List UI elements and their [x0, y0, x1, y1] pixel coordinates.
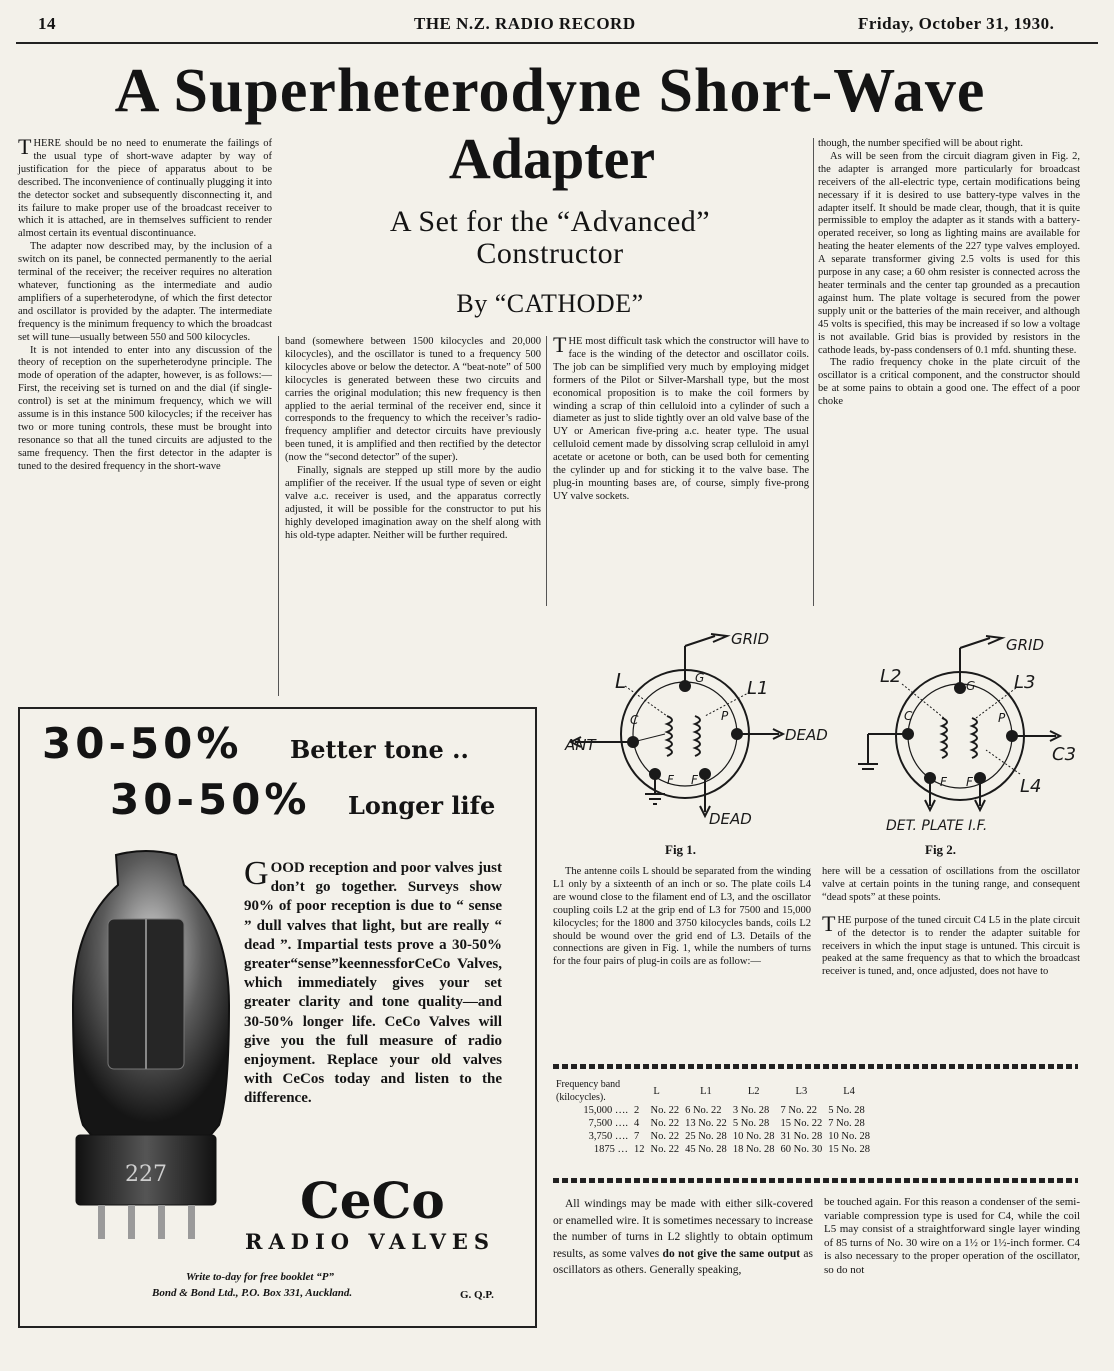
table-top-rule	[553, 1064, 1078, 1069]
table-row	[553, 1143, 873, 1156]
table-cell: 5 No. 28	[732, 1118, 770, 1129]
fig1-label: GRID	[731, 630, 770, 648]
fig2-label: F	[940, 775, 947, 789]
fig2-label: C3	[1052, 744, 1077, 765]
article-column-4	[818, 138, 1080, 409]
fig1-label: DEAD	[709, 810, 752, 828]
fig2-label: F	[966, 775, 973, 789]
column-divider	[546, 336, 547, 606]
table-cell: 15,000 ….	[583, 1105, 628, 1116]
ad-percentage: 30-50%	[110, 775, 311, 824]
fig1-label: L1	[747, 678, 769, 699]
figure-1-caption: Fig 1.	[665, 842, 697, 857]
bottom-left-text	[553, 1196, 813, 1279]
fig1-label: F	[667, 773, 674, 787]
ad-booklet-offer: Write to-day for free booklet “P”	[186, 1271, 334, 1283]
paragraph: THE most difficult task which the constructor will have to face is the winding of the detector and oscillator coils. The job can be simplified very much by employing midget formers of the Pilot or Silver-Marshall type, but the most economical proposition is to make the coil formers by winding a scrap of thin celluloid into a cylinder of such a diameter as just to slide tightly over an old valve base of the UY or American five-pring a.c. heater type. The usual celluloid cement made by dissolving scrap celluloid in amyl acetate or acetone or both, can be used both for cementing the cylinder up and for sticking it to the valve base. The plug-in mounting bases are, of course, simply five-prong UY valve sockets.	[553, 332, 809, 502]
table-header: Frequency band (kilocycles).	[556, 1079, 621, 1103]
table-cell: 15 No. 28	[828, 1144, 870, 1155]
headline-line2: Adapter	[448, 126, 656, 191]
paragraph: THE purpose of the tuned circuit C4 L5 in the plate circuit of the detector is to render the adapter suitable for receivers in which the input stage is untuned. This circuit is peaked at the same frequency as that to which the broadcast receiver is tuned, and, once adjusted, does not have to	[822, 910, 1080, 978]
text-run-bold: do not give the same output	[662, 1247, 801, 1260]
fig1-label: ANT	[565, 736, 596, 754]
paragraph: As will be seen from the circuit diagram given in Fig. 2, the adapter is arranged more particularly for broadcast receivers of the all-electric type, certain modifications being necessary if it is desired to use battery-type valves in the adapter itself. It should be made clear, though, that it is quite permissible to employ the adapter as it stands with a battery-operated receiver, so long as lighting mains are available for heating the heater elements of the 227 type valves employed. A separate transformer giving 2.5 volts is used for this purpose in any case; a 60 ohm resister is connected across the heater terminals and the center tap grounded as a precaution against hum. The plate voltage is secured from the power supply unit or the batteries of the main receiver, and although 45 volts is specified, this may be increased if so low a voltage is not available. Grid bias is provided by resistors in the cathode leads, by-pass condensers of 0.1 mfd. shunting these.	[818, 150, 1080, 356]
fig2-label: GRID	[1006, 636, 1045, 654]
table-header: L2	[747, 1085, 760, 1097]
table-cell: 31 No. 28	[780, 1131, 823, 1142]
table-cell: 2	[634, 1105, 640, 1116]
fig2-label: P	[998, 711, 1006, 725]
issue-date: Friday, October 31, 1930.	[858, 14, 1055, 33]
table-header: L	[653, 1085, 660, 1097]
paragraph: The antenne coils L should be separated from the winding L1 only by a sixteenth of an inch or so. The plate coils L4 are wound close to the filament end of L3, and the oscillator coupling coils L2 at the grip end of L3 for 7500 and 15,000 kilocycles; for the 1800 and 3750 kilocycles bands, coils L2 should be wound over the grid end of L3. Details of the connections are given in Fig. 1, while the numbers of turns for the four pairs of plug-in coils are as follow:—	[553, 866, 811, 968]
paragraph: It is not intended to enter into any discussion of the theory of reception on the superheterodyne principle. The mode of operation of the adapter, however, is as follows:—First, the receiving set is turned on and the dial (if single-control) is set at the minimum frequency, which we will assume is in this instance 500 kilocycles; if the receiver has two or more tuning controls, these must be brought into resonance so that all the tuned circuits are adjusted to the same frequency. Then the first detector in the adapter is tuned to the desired frequency in the short-wave	[18, 344, 272, 472]
ad-address: Bond & Bond Ltd., P.O. Box 331, Auckland.	[152, 1287, 353, 1299]
headline: A Superheterodyne Short-Wave	[114, 57, 986, 125]
fig1-label: G	[695, 671, 705, 685]
paragraph: though, the number specified will be about right.	[818, 138, 1023, 149]
figure-1-circuit-diagram	[555, 624, 828, 834]
text-run: as oscillators as others. Generally speaking,	[553, 1247, 814, 1277]
ceco-advertisement	[18, 707, 537, 1328]
paragraph: Finally, signals are stepped up still more by the audio amplifier of the receiver. If the usual type of seven or eight valve a.c. receiver is used, and the apparatus correctly adjusted, it will be possible for the constructor to put his highly developed imagination away on the shelf along with his old-type adapter. Neither will be further required.	[285, 465, 541, 541]
paragraph: here will be a cessation of oscillations from the oscillator valve at certain points in the tuning range, and consequent “dead spots” at these points.	[822, 866, 1080, 903]
figure-2-circuit-diagram	[820, 624, 1085, 836]
table-cell: 3,750 ….	[588, 1131, 628, 1142]
table-cell: 10 No. 28	[828, 1131, 870, 1142]
table-row	[553, 1104, 873, 1117]
table-cell: 7 No. 28	[828, 1118, 865, 1129]
valve-illustration	[56, 849, 236, 1249]
table-header-row	[553, 1078, 873, 1104]
paragraph: be touched again. For this reason a condenser of the semi-variable compression type is used for C4, while the coil L5 may consist of a straightforward single layer winding of 85 turns of No. 30 wire on a 1½ or 1½-inch former. C4 is also necessary to the proper operation of the oscillator, so do not	[824, 1196, 1080, 1276]
publication-name: THE N.Z. RADIO RECORD	[414, 14, 636, 33]
fig1-label: P	[721, 709, 729, 723]
table-cell: 13 No. 22	[685, 1118, 727, 1129]
text-run: All windings may be made with either silk-covered or enamelled wire. It is sometimes necessary to increase the number of turns in L2 slightly to obtain optimum results, as some valves	[553, 1198, 813, 1260]
table-header: L3	[795, 1085, 808, 1097]
table-cell: No. 22	[650, 1144, 680, 1155]
fig2-label: L3	[1014, 672, 1036, 693]
ad-body-copy: GOOD reception and poor valves just don’t go together. Surveys show 90% of poor reception is due to “ sense ” dull valves that light, but are really “ dead ”. Impartial tests prove a 30-50% greater“sense”keennessforCeCo Valves, which immediately gives your set greater clarity and tone quality—and 30-50% longer life. CeCo Valves will give you the full measure of radio enjoyment. Replace your old valves with CeCos today and listen to the difference.	[244, 855, 502, 1107]
table-header: L1	[700, 1085, 712, 1097]
table-cell: 12	[634, 1144, 645, 1155]
table-bottom-rule	[553, 1178, 1078, 1183]
fig2-label: DET. PLATE I.F.	[886, 818, 988, 834]
fig1-label: DEAD	[785, 726, 828, 744]
table-cell: 7,500 ….	[588, 1118, 628, 1129]
byline: By “CATHODE”	[456, 289, 644, 318]
valve-base-label: 227	[125, 1162, 167, 1187]
column-divider	[278, 336, 279, 696]
ad-tagline: Longer life	[348, 791, 496, 820]
table-header: L4	[843, 1085, 855, 1097]
table-cell: 4	[634, 1118, 640, 1129]
article-column-1	[18, 134, 272, 474]
paragraph: THERE should be no need to enumerate the failings of the usual type of short-wave adapter by way of justification for the piece of apparatus about to be described. The inconvenience of continually plugging it into the detector socket and subsequently disconnecting it, and its failure to make proper use of the broadcast receiver to which it is attached, are in themselves sufficient to render almost certain its eventual discontinuance.	[18, 134, 272, 240]
paragraph: band (somewhere between 1500 kilocycles and 20,000 kilocycles), and the oscillator is tuned to a frequency 500 kilocycles above or below the detector. A “beat-note” of 500 kilocycles is generated between these two circuits and carries the original modulation; this new frequency is then applied to the aerial terminal of the receiver end, since it corresponds to the frequency to which the receiver’s radio-frequency amplifier and detector circuits have previously been tuned, it is amplified and then rectified by the detector (now the “second detector” of the super).	[285, 336, 541, 464]
page-number: 14	[38, 14, 56, 33]
fig1-label: F	[691, 773, 698, 787]
table-cell: 25 No. 28	[685, 1131, 727, 1142]
subtitle-line1: A Set for the “Advanced”	[389, 205, 711, 238]
article-column-3	[553, 332, 809, 504]
fig2-label: G	[966, 679, 976, 693]
table-cell: 5 No. 28	[828, 1105, 865, 1116]
table-cell: 45 No. 28	[685, 1144, 727, 1155]
paragraph	[553, 1196, 813, 1279]
table-cell: No. 22	[650, 1118, 680, 1129]
bottom-right-text	[824, 1196, 1080, 1278]
ad-percentage: 30-50%	[42, 719, 243, 768]
table-cell: No. 22	[650, 1105, 680, 1116]
paragraph: The adapter now described may, by the inclusion of a switch on its panel, be connected permanently to the aerial terminal of the receiver; the receiver requires no alteration whatever, functioning as the intermediate and audio amplifiers of a superheterodyne, of which the first detector and oscillator is provided by the adapter. The intermediate frequency is the minimum frequency to which the broadcast set will tune—usually between 550 and 500 kilocycles.	[18, 241, 272, 343]
table-cell: 7 No. 22	[780, 1105, 817, 1116]
fig2-label: L2	[880, 666, 902, 687]
table-cell: 3 No. 28	[732, 1105, 770, 1116]
table-cell: 7	[634, 1131, 640, 1142]
fig1-label: C	[630, 713, 639, 727]
table-cell: 6 No. 22	[685, 1105, 722, 1116]
table-row	[553, 1117, 873, 1130]
table-cell: 60 No. 30	[780, 1144, 823, 1155]
article-column-2	[285, 336, 541, 543]
fig1-label: L	[615, 669, 627, 693]
text-below-fig1	[553, 866, 811, 969]
ceco-logo-text: CeCo	[300, 1171, 445, 1230]
table-cell: 10 No. 28	[732, 1131, 775, 1142]
subtitle-line2: Constructor	[476, 237, 624, 270]
figure-2-caption: Fig 2.	[925, 842, 957, 857]
table-cell: 18 No. 28	[732, 1144, 775, 1155]
paragraph: The radio frequency choke in the plate circuit of the oscillator is a critical component, and the constructor should be at some pains to obtain a good one. The effect of a poor choke	[818, 357, 1080, 408]
ad-agency-code: G. Q.P.	[460, 1289, 494, 1301]
coil-winding-table	[553, 1078, 873, 1156]
table-cell: 15 No. 22	[780, 1118, 823, 1129]
ceco-subtitle: RADIO VALVES	[245, 1229, 496, 1254]
text-below-fig2	[822, 866, 1080, 979]
fig2-label: L4	[1020, 776, 1042, 797]
masthead-rule	[16, 42, 1098, 44]
table-cell: No. 22	[650, 1131, 680, 1142]
ad-tagline: Better tone ..	[290, 735, 469, 764]
fig2-label: C	[904, 709, 913, 723]
table-row	[553, 1130, 873, 1143]
column-divider	[813, 138, 814, 606]
table-cell: 1875 …	[593, 1144, 628, 1155]
